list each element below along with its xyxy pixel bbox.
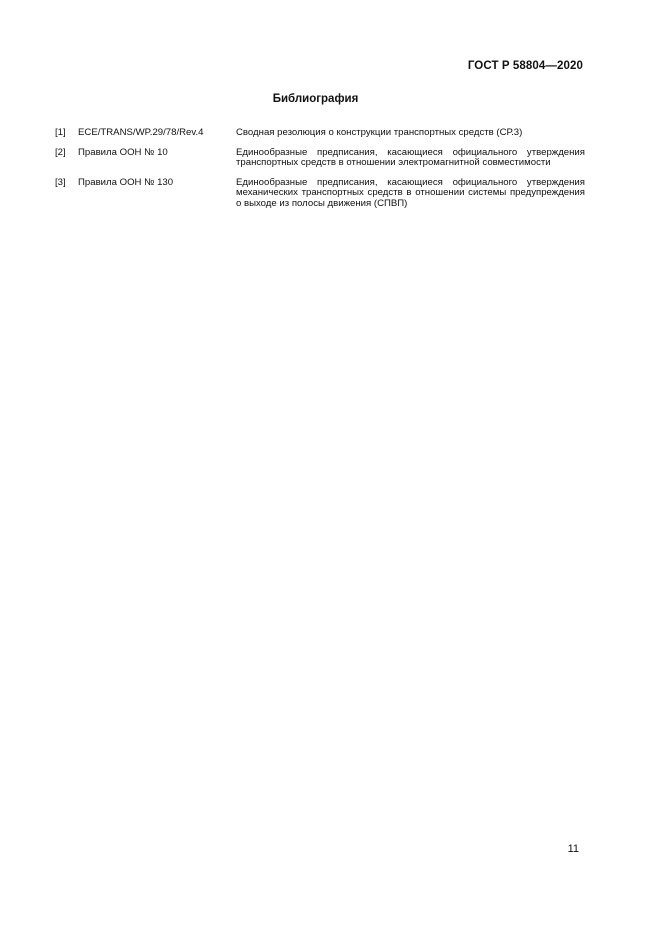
standard-code: ГОСТ Р 58804—2020 bbox=[467, 60, 583, 72]
section-title: Библиография bbox=[272, 93, 359, 105]
entry-reference: Правила ООН № 130 bbox=[78, 176, 174, 188]
entry-description: Единообразные предписания, касающиеся официального утверждения транспортных средств в отношении электромагнитной совместимости bbox=[236, 146, 585, 169]
bibliography-list bbox=[55, 128, 585, 219]
entry-reference: Правила ООН № 10 bbox=[78, 146, 168, 158]
entry-reference: ECE/TRANS/WP.29/78/Rev.4 bbox=[78, 127, 204, 138]
bibliography-entry bbox=[55, 148, 585, 169]
entry-description: Сводная резолюция о конструкции транспортных средств (СР.3) bbox=[236, 127, 523, 138]
entry-number: [1] bbox=[55, 127, 66, 138]
page-number: 11 bbox=[567, 843, 579, 855]
bibliography-entry bbox=[55, 128, 585, 139]
entry-description: Единообразные предписания, касающиеся официального утверждения механических транспортных средств в отношении системы предупреждения о выходе из полосы движения (СПВП) bbox=[236, 176, 585, 209]
bibliography-entry bbox=[55, 178, 585, 210]
entry-number: [2] bbox=[55, 146, 66, 158]
entry-number: [3] bbox=[55, 176, 66, 188]
